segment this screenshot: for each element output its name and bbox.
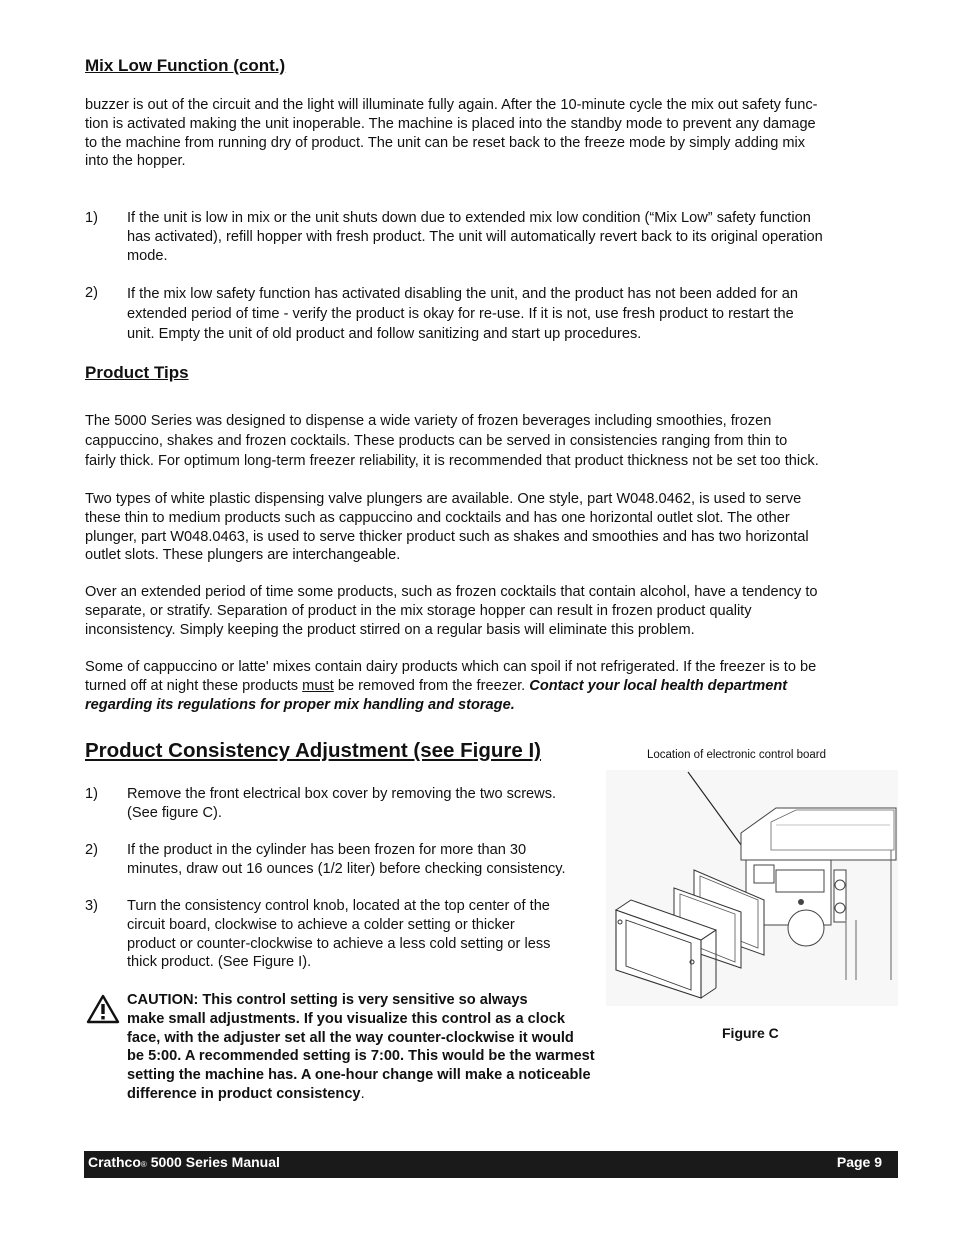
text-line: separate, or stratify. Separation of product in the mix storage hopper can result in frozen product quality (85, 602, 752, 619)
section-heading-product-tips: Product Tips (85, 363, 189, 382)
text-line: be 5:00. A recommended setting is 7:00. This would be the warmest (127, 1048, 595, 1065)
text-line: to the machine from running dry of product. The unit can be reset back to the freeze mode by simply adding mix (85, 134, 806, 151)
text-line: extended period of time - verify the product is okay for re-use. If it is not, use fresh product to restart the (127, 306, 794, 322)
section-heading-mix-low: Mix Low Function (cont.) (85, 56, 286, 75)
list-number: 3) (85, 898, 98, 914)
text-line: Turn the consistency control knob, located at the top center of the (127, 898, 550, 914)
text-line: has activated), refill hopper with fresh product. The unit will automatically revert back to its original operation (127, 228, 823, 245)
product-tips-paragraph-3 (85, 583, 895, 639)
figure-callout-label: Location of electronic control board (647, 749, 826, 761)
text-line: Some of cappuccino or latte' mixes contain dairy products which can spoil if not refrigerated. If the freezer is to be (85, 659, 817, 675)
text-line: product or counter-clockwise to achieve a less cold setting or less (127, 935, 551, 952)
footer-title-text: 5000 Series Manual (146, 1154, 280, 1170)
text-line: setting the machine has. A one-hour change will make a noticeable (127, 1067, 591, 1084)
list-item-text (127, 209, 897, 265)
text-line: tion is activated making the unit inoperable. The machine is placed into the standby mode to prevent any damage (85, 115, 816, 132)
underlined-word: must (302, 677, 334, 694)
section-heading-consistency: Product Consistency Adjustment (see Figure I) (85, 739, 542, 762)
text-line: If the product in the cylinder has been frozen for more than 30 (127, 842, 527, 858)
product-tips-paragraph-2 (85, 490, 895, 565)
warning-triangle-icon (86, 994, 120, 1024)
mix-low-paragraph (85, 96, 895, 171)
text-line: If the mix low safety function has activated disabling the unit, and the product has not been added for an (127, 286, 798, 302)
list-number: 1) (85, 786, 98, 802)
text-line: If the unit is low in mix or the unit shuts down due to extended mix low condition (“Mix Low” safety function (127, 210, 811, 226)
text-line: face, with the adjuster set all the way counter-clockwise it would (127, 1029, 574, 1046)
emphasis-text: regarding its regulations for proper mix handling and storage. (85, 696, 515, 713)
text-line: inconsistency. Simply keeping the product stirred on a regular basis will eliminate this problem. (85, 621, 695, 638)
text-run: be removed from the freezer. (333, 677, 530, 694)
page-footer (84, 1151, 898, 1178)
text-run: . (360, 1085, 365, 1102)
figure-c-illustration (606, 770, 898, 1006)
list-number: 2) (85, 842, 98, 858)
text-line: Two types of white plastic dispensing valve plungers are available. One style, part W048.0462, is used to serve (85, 491, 802, 507)
text-line (85, 677, 895, 696)
text-line: these thin to medium products such as cappuccino and cocktails and has one horizontal outlet slot. The other (85, 509, 790, 526)
text-line: cappuccino, shakes and frozen cocktails. These products can be served in consistencies ranging from thin to (85, 433, 788, 449)
list-item-text (127, 841, 607, 879)
text-line: (See figure C). (127, 804, 222, 821)
text-line (127, 1085, 647, 1104)
registered-mark: ® (140, 1160, 147, 1169)
emphasis-text: Contact your local health department (529, 677, 788, 694)
list-number: 2) (85, 285, 98, 301)
footer-brand: Crathco (88, 1154, 141, 1170)
text-line: mode. (127, 247, 168, 264)
product-tips-paragraph-1 (85, 411, 895, 471)
text-line: unit. Empty the unit of old product and follow sanitizing and start up procedures. (127, 326, 642, 342)
text-line: buzzer is out of the circuit and the light will illuminate fully again. After the 10-minute cycle the mix out safety func- (85, 97, 818, 113)
text-line: thick product. (See Figure I). (127, 954, 312, 971)
list-item-text (127, 897, 607, 972)
caution-text (127, 991, 647, 1104)
list-item-text (127, 284, 897, 344)
text-line: CAUTION: This control setting is very sensitive so always (127, 992, 528, 1008)
list-number: 1) (85, 210, 98, 226)
text-line: Over an extended period of time some products, such as frozen cocktails that contain alcohol, have a tendency to (85, 584, 818, 600)
text-line: circuit board, clockwise to achieve a colder setting or thicker (127, 916, 515, 933)
text-line: plunger, part W048.0463, is used to serve thicker product such as shakes and smoothies and has two horizontal (85, 528, 809, 545)
list-item-text (127, 785, 607, 823)
product-tips-paragraph-4 (85, 658, 895, 714)
text-run: turned off at night these products (85, 677, 303, 694)
text-line: fairly thick. For optimum long-term freezer reliability, it is recommended that product thickness not be set too thick. (85, 453, 819, 469)
page-number: Page 9 (836, 1154, 882, 1170)
text-line: minutes, draw out 16 ounces (1/2 liter) before checking consistency. (127, 860, 566, 877)
figure-caption: Figure C (722, 1025, 779, 1041)
text-line: into the hopper. (85, 153, 186, 170)
text-line: outlet slots. These plungers are interchangeable. (85, 547, 401, 564)
footer-manual-title (88, 1154, 280, 1170)
text-line: make small adjustments. If you visualize this control as a clock (127, 1010, 565, 1027)
text-run: difference in product consistency (127, 1085, 361, 1102)
text-line: The 5000 Series was designed to dispense a wide variety of frozen beverages including smoothies, frozen (85, 413, 772, 429)
text-line: Remove the front electrical box cover by removing the two screws. (127, 786, 557, 802)
